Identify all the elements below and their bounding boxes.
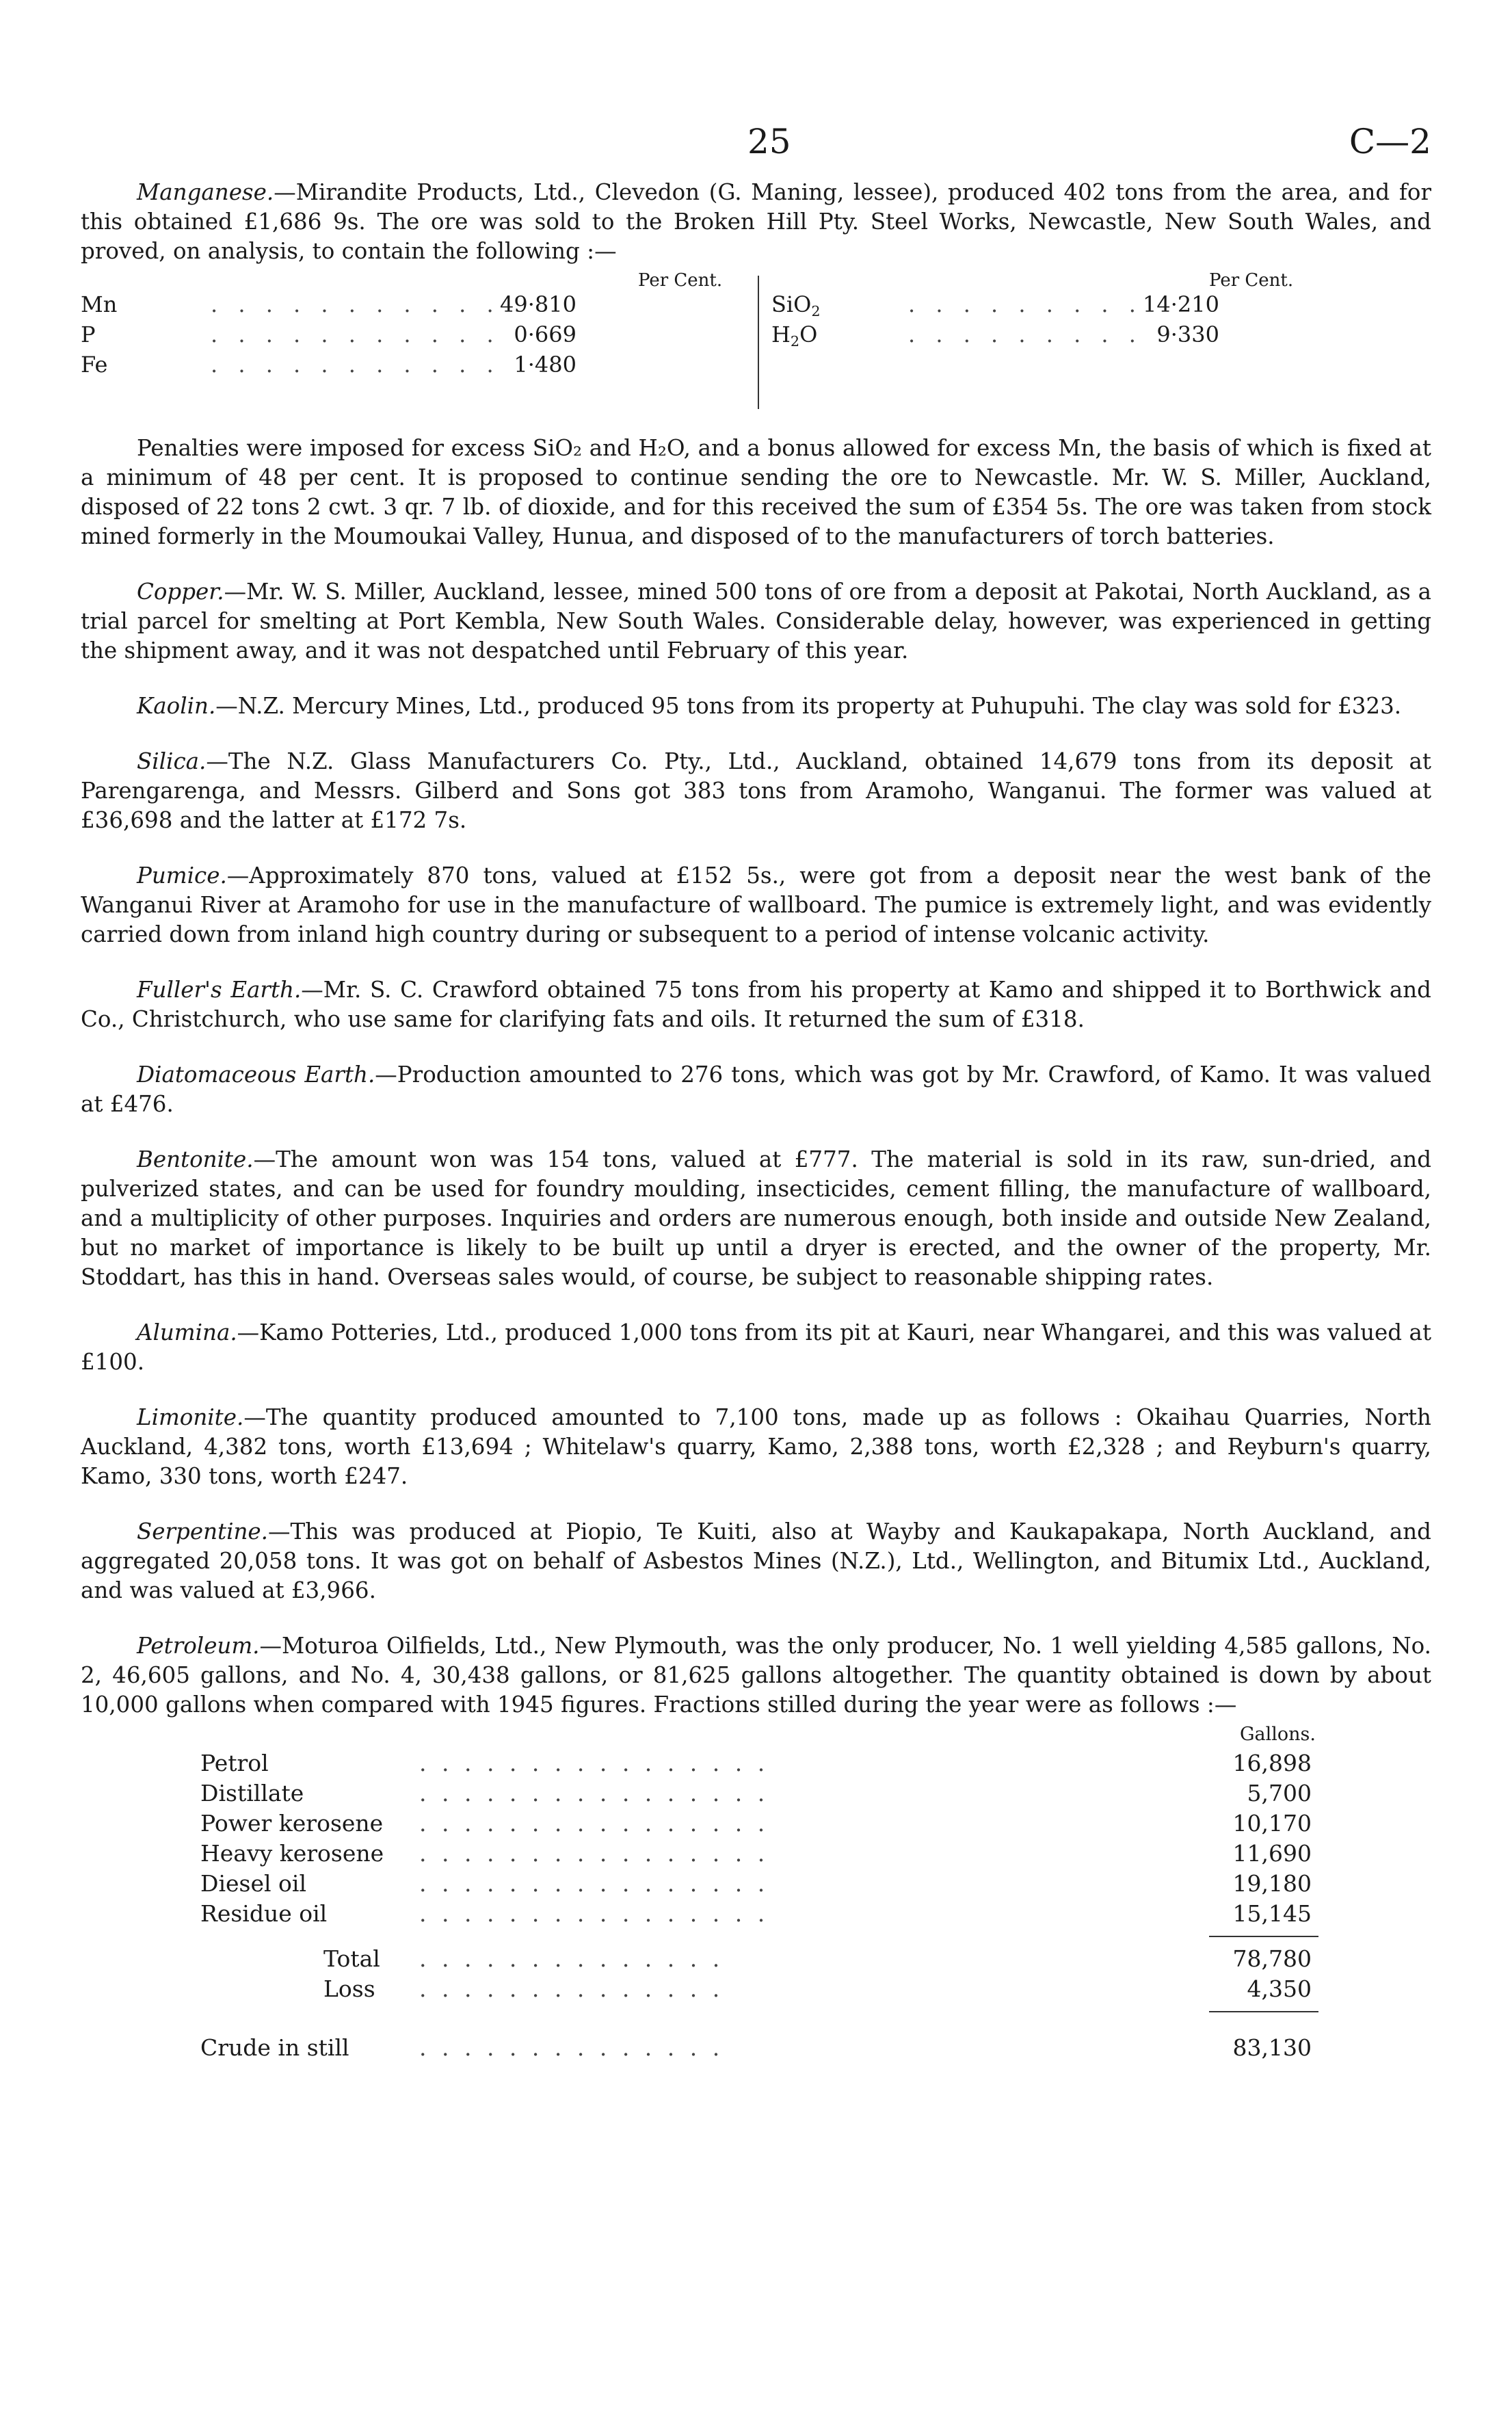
text-manganese: —Mirandite Products, Ltd., Clevedon (G. Maning, lessee), produced 402 tons from the area, and for this obtained £1,686 9s. The ore was sold to the Broken Hill Pty. Steel Works, Newcastle, New South Wales, and proved, on analysis, to contain the following :—	[81, 179, 1431, 264]
paragraph-limonite	[81, 1403, 1431, 1491]
element-value: 1·480	[514, 352, 576, 378]
paragraph-diatomaceous-earth	[81, 1060, 1431, 1119]
paragraph-bentonite	[81, 1145, 1431, 1292]
loss-value: 4,350	[1247, 1975, 1312, 2002]
analysis-row: P . . . . . . . . . . . 0·669	[81, 319, 576, 350]
per-cent-header-left: Per Cent.	[638, 270, 723, 291]
fraction-label: Power kerosene	[200, 1810, 384, 1837]
fraction-row: Diesel oil . . . . . . . . . . . . . . . . 19,180	[200, 1869, 1312, 1899]
text-bentonite: —The amount won was 154 tons, valued at £777. The material is sold in its raw, sun-dried, and pulverized states, and can be used for foundry moulding, insecticides, cement filling, the manufacture of wallboard, and a multiplicity of other purposes. Inquiries and orders are numerous enough, both inside and outside New Zealand, but no market of importance is likely to be built up until a dryer is erected, and the owner of the property, Mr. Stoddart, has this in hand. Overseas sales would, of course, be subject to reasonable shipping rates.	[81, 1146, 1431, 1290]
table-divider	[758, 276, 759, 409]
heading-fullers-earth: Fuller's Earth.	[137, 977, 302, 1003]
fraction-value: 11,690	[1232, 1840, 1312, 1867]
analysis-row: Fe . . . . . . . . . . . 1·480	[81, 350, 576, 380]
paragraph-silica	[81, 747, 1431, 835]
text-alumina: —Kamo Potteries, Ltd., produced 1,000 tons from its pit at Kauri, near Whangarei, and this was valued at £100.	[81, 1319, 1431, 1375]
fraction-value: 19,180	[1232, 1870, 1312, 1897]
heading-alumina: Alumina.	[137, 1319, 237, 1345]
element-label: P	[81, 321, 96, 347]
element-label: Mn	[81, 291, 118, 317]
fraction-row: Distillate . . . . . . . . . . . . . . . . 5,700	[200, 1778, 1312, 1809]
paragraph-manganese	[81, 178, 1431, 266]
fraction-label: Diesel oil	[200, 1870, 307, 1897]
fraction-value: 5,700	[1247, 1780, 1312, 1806]
crude-label: Crude in still	[200, 2034, 349, 2061]
analysis-row: $H_2O$ . . . . . . . . . 9·330	[771, 319, 1219, 350]
fraction-row: Heavy kerosene . . . . . . . . . . . . . . . . 11,690	[200, 1839, 1312, 1869]
loss-label: Loss	[323, 1975, 375, 2002]
heading-diatomaceous-earth: Diatomaceous Earth.	[137, 1062, 375, 1088]
element-label: SiO$_2$	[771, 291, 821, 320]
text-limonite: —The quantity produced amounted to 7,100 tons, made up as follows : Okaihau Quarries, North Auckland, 4,382 tons, worth £13,694 ; Whitelaw's quarry, Kamo, 2,388 tons, worth £2,328 ; and Reyburn's quarry, Kamo, 330 tons, worth £247.	[81, 1404, 1431, 1489]
element-label: Fe	[81, 352, 108, 378]
heading-bentonite: Bentonite.	[137, 1146, 254, 1172]
element-value: 0·669	[514, 321, 576, 347]
page-header	[81, 103, 1431, 178]
per-cent-header-right: Per Cent.	[1209, 270, 1294, 291]
paragraph-penalties: Penalties were imposed for excess SiO₂ and H₂O, and a bonus allowed for excess Mn, the basis of which is fixed at a minimum of 48 per cent. It is proposed to continue sending the ore to Newcastle. Mr. W. S. Miller, Auckland, disposed of 22 tons 2 cwt. 3 qr. 7 lb. of dioxide, and for this received the sum of £354 5s. The ore was taken from stock mined formerly in the Moumoukai Valley, Hunua, and disposed of to the manufacturers of torch batteries.	[81, 435, 1431, 549]
analysis-row: SiO$_2$ . . . . . . . . .14·210	[771, 289, 1219, 319]
fraction-value: 15,145	[1232, 1900, 1312, 1927]
text-fullers-earth: —Mr. S. C. Crawford obtained 75 tons from his property at Kamo and shipped it to Borthwick and Co., Christchurch, who use same for clarifying fats and oils. It returned the sum of £318.	[81, 977, 1431, 1032]
analysis-row: Mn . . . . . . . . . . .49·810	[81, 289, 576, 319]
fraction-label: Petrol	[200, 1750, 269, 1776]
loss-row: Loss . . . . . . . . . . . . . . 4,350	[200, 1974, 1312, 2004]
heading-manganese: Manganese.	[137, 179, 274, 205]
heading-petroleum: Petroleum.	[137, 1633, 260, 1659]
heading-silica: Silica.	[137, 748, 207, 774]
paragraph-petroleum	[81, 1631, 1431, 1720]
heading-limonite: Limonite.	[137, 1404, 244, 1430]
document-page	[81, 103, 1431, 2061]
crude-row: Crude in still . . . . . . . . . . . . . . 83,130	[200, 2033, 1312, 2063]
element-value: 49·810	[500, 291, 576, 317]
text-copper: —Mr. W. S. Miller, Auckland, lessee, mined 500 tons of ore from a deposit at Pakotai, North Auckland, as a trial parcel for smelting at Port Kembla, New South Wales. Considerable delay, however, was experienced in getting the shipment away, and it was not despatched until February of this year.	[81, 579, 1431, 663]
grand-total-rule	[1209, 2011, 1318, 2012]
heading-pumice: Pumice.	[137, 863, 227, 889]
fraction-label: Distillate	[200, 1780, 304, 1806]
paragraph-pumice	[81, 861, 1431, 949]
total-row: Total . . . . . . . . . . . . . . 78,780	[200, 1944, 1312, 1974]
text-diatomaceous-earth: —Production amounted to 276 tons, which was got by Mr. Crawford, of Kamo. It was valued at £476.	[81, 1062, 1431, 1117]
paragraph-copper	[81, 577, 1431, 666]
text-silica: —The N.Z. Glass Manufacturers Co. Pty., Ltd., Auckland, obtained 14,679 tons from its deposit at Parengarenga, and Messrs. Gilberd and Sons got 383 tons from Aramoho, Wanganui. The former was valued at £36,698 and the latter at £172 7s.	[81, 748, 1431, 833]
total-label: Total	[323, 1945, 380, 1972]
document-reference: C—2	[1349, 122, 1431, 161]
analysis-table	[81, 270, 1431, 410]
fraction-row: Petrol . . . . . . . . . . . . . . . . 16,898	[200, 1748, 1312, 1778]
text-petroleum: —Moturoa Oilfields, Ltd., New Plymouth, was the only producer, No. 1 well yielding 4,585 gallons, No. 2, 46,605 gallons, and No. 4, 30,438 gallons, or 81,625 gallons altogether. The quantity obtained is down by about 10,000 gallons when compared with 1945 figures. Fractions stilled during the year were as follows :—	[81, 1633, 1431, 1718]
paragraph-serpentine	[81, 1517, 1431, 1605]
text-kaolin: —N.Z. Mercury Mines, Ltd., produced 95 tons from its property at Puhupuhi. The clay was sold for £323.	[215, 693, 1402, 719]
element-value: 14·210	[1143, 291, 1219, 317]
page-number: 25	[747, 122, 791, 161]
text-serpentine: —This was produced at Piopio, Te Kuiti, also at Wayby and Kaukapakapa, North Auckland, and aggregated 20,058 tons. It was got on behalf of Asbestos Mines (N.Z.), Ltd., Wellington, and Bitumix Ltd., Auckland, and was valued at £3,966.	[81, 1519, 1431, 1603]
paragraph-fullers-earth	[81, 975, 1431, 1034]
paragraph-kaolin	[81, 692, 1431, 721]
fraction-label: Heavy kerosene	[200, 1840, 384, 1867]
paragraph-alumina	[81, 1318, 1431, 1377]
heading-serpentine: Serpentine.	[137, 1519, 268, 1545]
fraction-row: Power kerosene . . . . . . . . . . . . . . . . 10,170	[200, 1809, 1312, 1839]
crude-value: 83,130	[1232, 2034, 1312, 2061]
fraction-value: 10,170	[1232, 1810, 1312, 1837]
element-value: 9·330	[1156, 321, 1219, 347]
text-pumice: —Approximately 870 tons, valued at £152 5s., were got from a deposit near the west bank of the Wanganui River at Aramoho for use in the manufacture of wallboard. The pumice is extremely light, and was evidently carried down from inland high country during or subsequent to a period of intense volcanic activity.	[81, 863, 1431, 947]
fraction-row: Residue oil . . . . . . . . . . . . . . . . 15,145	[200, 1899, 1312, 1929]
gallons-header: Gallons.	[1239, 1724, 1316, 1745]
element-label: $H_2O$	[771, 321, 818, 350]
fraction-value: 16,898	[1232, 1750, 1312, 1776]
heading-kaolin: Kaolin.	[137, 693, 216, 719]
subtotal-rule	[1209, 1936, 1318, 1937]
fraction-label: Residue oil	[200, 1900, 328, 1927]
total-value: 78,780	[1232, 1945, 1312, 1972]
heading-copper: Copper.	[137, 579, 224, 605]
